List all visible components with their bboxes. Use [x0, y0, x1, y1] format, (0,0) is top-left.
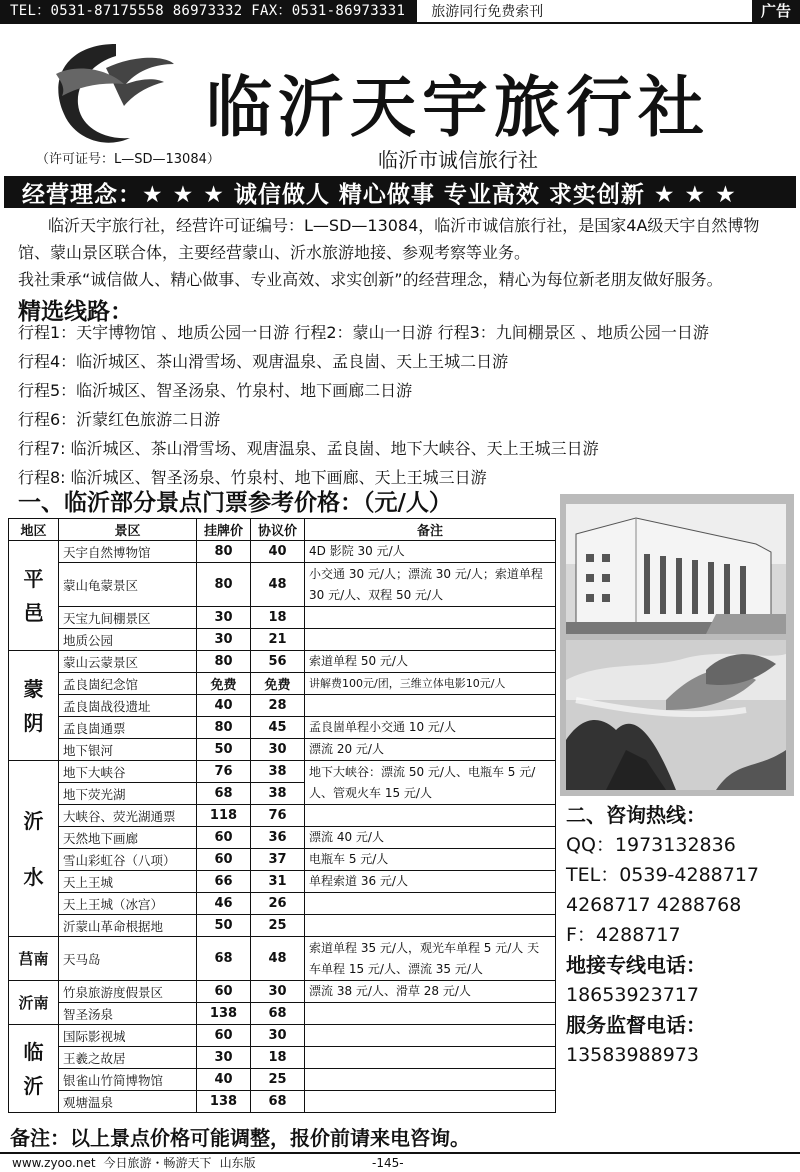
list-price-cell: 76 — [197, 761, 251, 783]
supervision-label: 服务监督电话： — [566, 1013, 706, 1037]
note-cell: 索道单程 35 元/人，观光车单程 5 元/人 天车单程 15 元/人、漂流 35 元/人 — [305, 937, 556, 981]
ad-badge: 广告 — [752, 0, 800, 22]
note-cell: 漂流 20 元/人 — [305, 739, 556, 761]
hotline-panel — [566, 800, 798, 1070]
page-number: -145- — [372, 1156, 404, 1170]
list-price-cell: 50 — [197, 915, 251, 937]
note-cell — [305, 805, 556, 827]
deal-price-cell: 36 — [251, 827, 305, 849]
list-price-cell: 60 — [197, 849, 251, 871]
agency-name: 临沂天宇旅行社 — [206, 69, 710, 146]
deal-price-cell: 18 — [251, 607, 305, 629]
table-row — [9, 1003, 556, 1025]
note-cell — [305, 915, 556, 937]
route-item: 行程4：临沂城区、茶山滑雪场、观唐温泉、孟良崮、天上王城二日游 — [18, 352, 509, 371]
table-row — [9, 893, 556, 915]
routes-title: 精选线路： — [18, 299, 133, 325]
deal-price-cell: 48 — [251, 937, 305, 981]
table-row — [9, 827, 556, 849]
table-row — [9, 629, 556, 651]
tel-extra-numbers: 4268717 4288768 — [566, 894, 742, 916]
list-price-cell: 60 — [197, 827, 251, 849]
table-row — [9, 871, 556, 893]
tel-number: TEL：0539-4288717 — [566, 864, 760, 886]
spot-cell: 竹泉旅游度假景区 — [59, 981, 197, 1003]
mountain-scenery-photo — [566, 640, 786, 790]
list-price-cell: 80 — [197, 717, 251, 739]
integrity-title: 临沂市诚信旅行社 — [378, 148, 538, 172]
region-cell: 临 沂 — [9, 1025, 59, 1113]
note-cell: 4D 影院 30 元/人 — [305, 541, 556, 563]
deal-price-cell: 免费 — [251, 673, 305, 695]
qq-number: QQ：1973132836 — [566, 834, 736, 856]
list-price-cell: 68 — [197, 937, 251, 981]
spot-cell: 天宝九间棚景区 — [59, 607, 197, 629]
spot-cell: 孟良崮战役遗址 — [59, 695, 197, 717]
table-row — [9, 1069, 556, 1091]
license-number: （许可证号：L—SD—13084） — [36, 152, 220, 167]
deal-price-cell: 68 — [251, 1091, 305, 1113]
note-cell — [305, 893, 556, 915]
list-price-cell: 30 — [197, 1047, 251, 1069]
spot-cell: 天然地下画廊 — [59, 827, 197, 849]
note-cell: 单程索道 36 元/人 — [305, 871, 556, 893]
route-item: 行程8: 临沂城区、智圣汤泉、竹泉村、地下画廊、天上王城三日游 — [18, 468, 487, 487]
deal-price-cell: 18 — [251, 1047, 305, 1069]
note-cell: 漂流 40 元/人 — [305, 827, 556, 849]
note-cell — [305, 1091, 556, 1113]
spot-cell: 天马岛 — [59, 937, 197, 981]
route-item: 行程7: 临沂城区、茶山滑雪场、观唐温泉、孟良崮、地下大峡谷、天上王城三日游 — [18, 439, 599, 458]
header — [6, 26, 794, 176]
note-cell: 讲解费100元/团，三维立体电影10元/人 — [305, 673, 556, 695]
fax-number: F：4288717 — [566, 924, 681, 946]
note-cell — [305, 607, 556, 629]
spot-cell: 银雀山竹简博物馆 — [59, 1069, 197, 1091]
table-row — [9, 937, 556, 981]
list-price-cell: 138 — [197, 1091, 251, 1113]
deal-price-cell: 25 — [251, 1069, 305, 1091]
note-cell — [305, 1003, 556, 1025]
list-price-cell: 66 — [197, 871, 251, 893]
deal-price-cell: 40 — [251, 541, 305, 563]
table-row — [9, 1091, 556, 1113]
note-cell — [305, 629, 556, 651]
deal-price-cell: 38 — [251, 761, 305, 783]
list-price-cell: 免费 — [197, 673, 251, 695]
wing-logo-icon — [46, 34, 176, 154]
spot-cell: 沂蒙山革命根据地 — [59, 915, 197, 937]
deal-price-cell: 26 — [251, 893, 305, 915]
list-price-cell: 30 — [197, 629, 251, 651]
deal-price-cell: 30 — [251, 981, 305, 1003]
list-price-cell: 80 — [197, 651, 251, 673]
deal-price-cell: 30 — [251, 739, 305, 761]
list-price-cell: 80 — [197, 541, 251, 563]
table-row — [9, 673, 556, 695]
region-cell: 莒南 — [9, 937, 59, 981]
col-spot: 景区 — [59, 519, 197, 541]
list-price-cell: 118 — [197, 805, 251, 827]
list-price-cell: 40 — [197, 1069, 251, 1091]
route-item: 行程6：沂蒙红色旅游二日游 — [18, 410, 221, 429]
note-cell: 漂流 38 元/人、滑草 28 元/人 — [305, 981, 556, 1003]
list-price-cell: 80 — [197, 563, 251, 607]
price-table — [8, 518, 556, 1113]
deal-price-cell: 28 — [251, 695, 305, 717]
spot-cell: 观塘温泉 — [59, 1091, 197, 1113]
deal-price-cell: 25 — [251, 915, 305, 937]
note-cell — [305, 1047, 556, 1069]
table-row — [9, 1025, 556, 1047]
table-row — [9, 695, 556, 717]
table-row — [9, 981, 556, 1003]
note-cell: 地下大峡谷：漂流 50 元/人、电瓶车 5 元/人、管观火车 15 元/人 — [305, 761, 556, 805]
spot-cell: 蒙山龟蒙景区 — [59, 563, 197, 607]
deal-price-cell: 30 — [251, 1025, 305, 1047]
local-hotline-label: 地接专线电话： — [566, 953, 706, 977]
table-row — [9, 915, 556, 937]
region-cell: 沂南 — [9, 981, 59, 1025]
list-price-cell: 30 — [197, 607, 251, 629]
museum-building-photo — [566, 504, 786, 634]
deal-price-cell: 31 — [251, 871, 305, 893]
table-header-row — [9, 519, 556, 541]
spot-cell: 大峡谷、荧光湖通票 — [59, 805, 197, 827]
note-cell: 小交通 30 元/人；漂流 30 元/人；索道单程 30 元/人、双程 50 元/人 — [305, 563, 556, 607]
table-row — [9, 849, 556, 871]
supervision-number: 13583988973 — [566, 1044, 699, 1066]
hotline-title: 二、咨询热线： — [566, 803, 706, 827]
table-row — [9, 651, 556, 673]
spot-cell: 智圣汤泉 — [59, 1003, 197, 1025]
intro-paragraph: 临沂天宇旅行社，经营许可证编号：L—SD—13084，临沂市诚信旅行社，是国家4A级天宇自然博物馆、蒙山景区联合体，主要经营蒙山、沂水旅游地接、参观考察等业务。 — [18, 216, 760, 262]
table-row — [9, 541, 556, 563]
footer-site: www.zyoo.net — [12, 1156, 96, 1170]
spot-cell: 地质公园 — [59, 629, 197, 651]
note-cell — [305, 1069, 556, 1091]
philosophy-text: 经营理念：★ ★ ★ 诚信做人 精心做事 专业高效 求实创新 ★ ★ ★ — [22, 181, 737, 208]
price-footnote: 备注：以上景点价格可能调整，报价前请来电咨询。 — [10, 1126, 470, 1150]
region-cell: 平 邑 — [9, 541, 59, 651]
spot-cell: 天上王城（冰宫） — [59, 893, 197, 915]
spot-cell: 地下银河 — [59, 739, 197, 761]
page-footer — [0, 1152, 800, 1172]
deal-price-cell: 45 — [251, 717, 305, 739]
list-price-cell: 50 — [197, 739, 251, 761]
intro-paragraph: 我社秉承“诚信做人、精心做事、专业高效、求实创新”的经营理念，精心为每位新老朋友做好服务。 — [18, 270, 723, 289]
deal-price-cell: 56 — [251, 651, 305, 673]
table-row — [9, 563, 556, 607]
footer-edition: 山东版 — [219, 1156, 256, 1170]
note-cell: 索道单程 50 元/人 — [305, 651, 556, 673]
local-hotline-number: 18653923717 — [566, 984, 699, 1006]
col-list-price: 挂牌价 — [197, 519, 251, 541]
list-price-cell: 138 — [197, 1003, 251, 1025]
spot-cell: 雪山彩虹谷（八项） — [59, 849, 197, 871]
deal-price-cell: 68 — [251, 1003, 305, 1025]
table-row — [9, 1047, 556, 1069]
spot-cell: 孟良崮纪念馆 — [59, 673, 197, 695]
list-price-cell: 60 — [197, 981, 251, 1003]
deal-price-cell: 21 — [251, 629, 305, 651]
table-row — [9, 717, 556, 739]
region-cell: 沂 水 — [9, 761, 59, 937]
deal-price-cell: 76 — [251, 805, 305, 827]
table-row — [9, 805, 556, 827]
list-price-cell: 60 — [197, 1025, 251, 1047]
footer-slogan: 今日旅游・畅游天下 — [103, 1156, 212, 1170]
spot-cell: 蒙山云蒙景区 — [59, 651, 197, 673]
note-cell — [305, 1025, 556, 1047]
free-catalog-note: 旅游同行免费索刊 — [431, 4, 544, 20]
deal-price-cell: 48 — [251, 563, 305, 607]
col-region: 地区 — [9, 519, 59, 541]
spot-cell: 孟良崮通票 — [59, 717, 197, 739]
table-row — [9, 607, 556, 629]
contact-strip: TEL：0531-87175558 86973332 FAX：0531-86973331 — [0, 0, 417, 22]
note-cell — [305, 695, 556, 717]
list-price-cell: 46 — [197, 893, 251, 915]
spot-cell: 天上王城 — [59, 871, 197, 893]
route-item: 行程5：临沂城区、智圣汤泉、竹泉村、地下画廊二日游 — [18, 381, 413, 400]
col-note: 备注 — [305, 519, 556, 541]
philosophy-band — [4, 176, 796, 208]
top-bar — [0, 0, 800, 24]
spot-cell: 地下荧光湖 — [59, 783, 197, 805]
deal-price-cell: 38 — [251, 783, 305, 805]
route-item: 行程1：天宇博物馆 、地质公园一日游 行程2：蒙山一日游 行程3：九间棚景区 、地质公园一日游 — [18, 323, 709, 342]
table-row — [9, 761, 556, 783]
route-list — [18, 318, 794, 492]
deal-price-cell: 37 — [251, 849, 305, 871]
table-row — [9, 739, 556, 761]
list-price-cell: 40 — [197, 695, 251, 717]
list-price-cell: 68 — [197, 783, 251, 805]
spot-cell: 国际影视城 — [59, 1025, 197, 1047]
region-cell: 蒙 阴 — [9, 651, 59, 761]
note-cell: 孟良崮单程小交通 10 元/人 — [305, 717, 556, 739]
intro — [18, 212, 788, 293]
price-table-title: 一、临沂部分景点门票参考价格：（元/人） — [18, 490, 452, 516]
spot-cell: 地下大峡谷 — [59, 761, 197, 783]
note-cell: 电瓶车 5 元/人 — [305, 849, 556, 871]
spot-cell: 天宇自然博物馆 — [59, 541, 197, 563]
col-deal-price: 协议价 — [251, 519, 305, 541]
spot-cell: 王羲之故居 — [59, 1047, 197, 1069]
